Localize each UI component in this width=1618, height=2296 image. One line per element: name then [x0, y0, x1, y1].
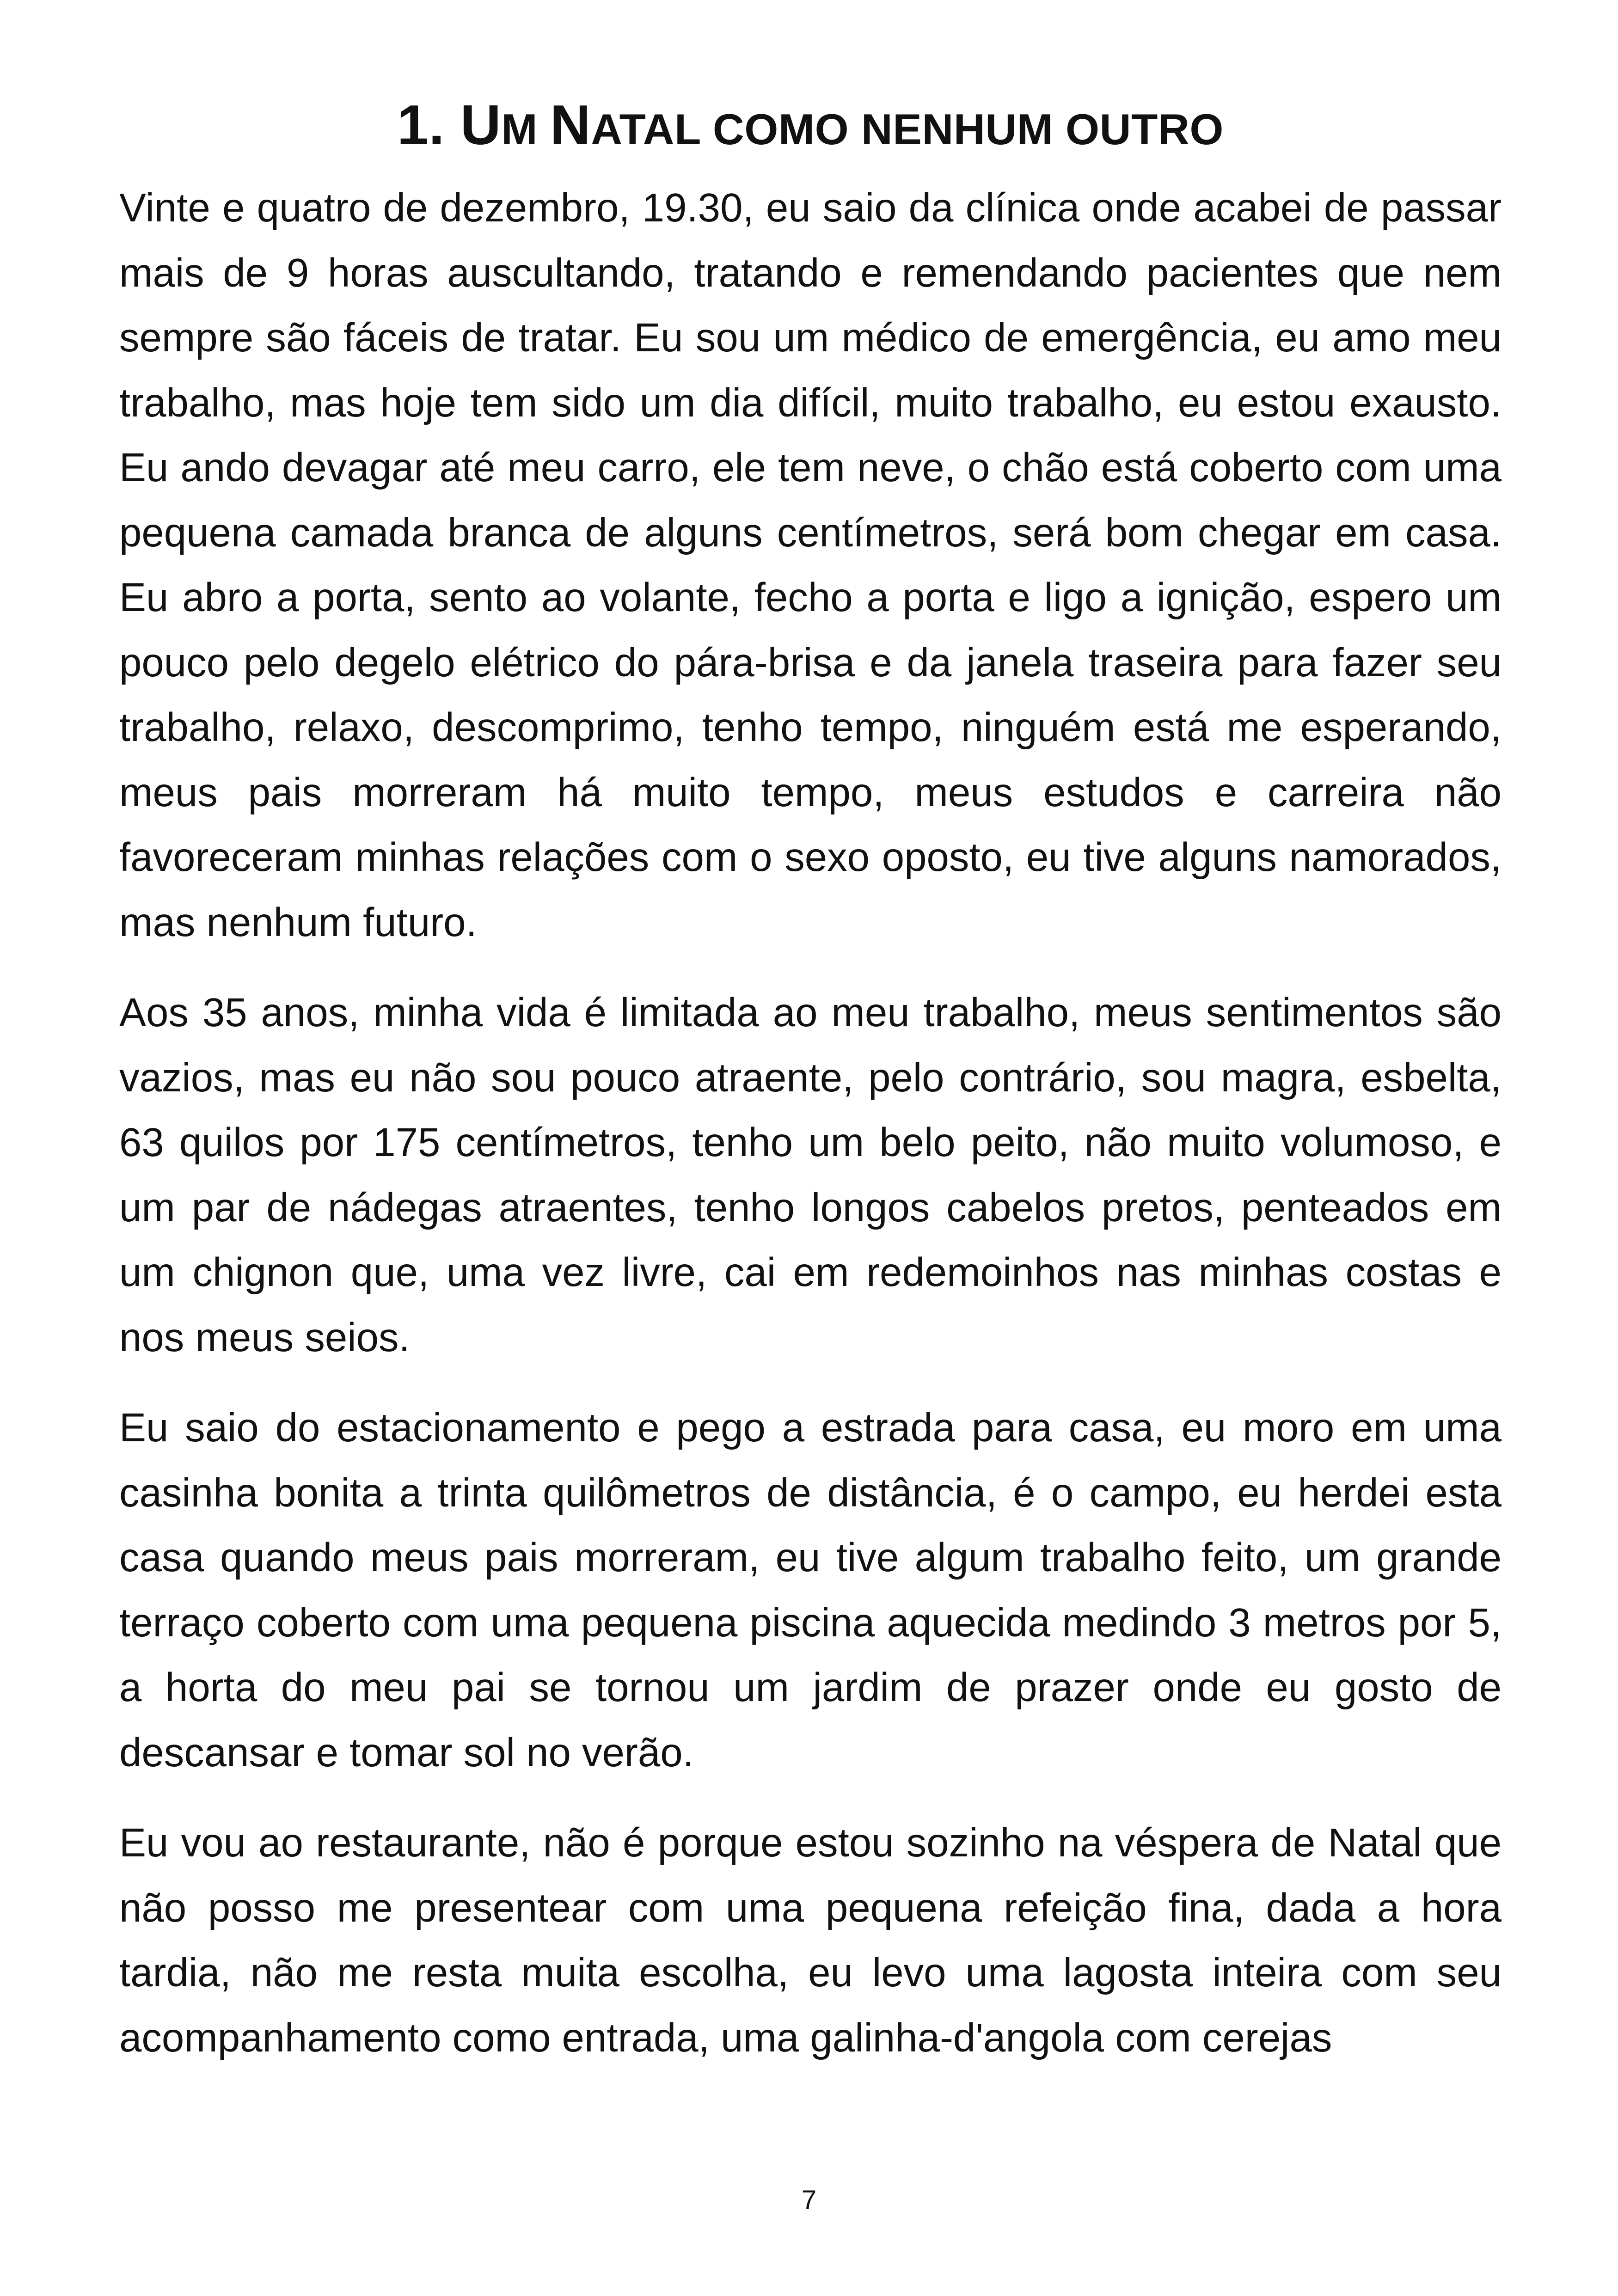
body-paragraph: Eu vou ao restaurante, não é porque estou sozinho na véspera de Natal que não posso me presentear com uma pequena refeição fina, dada a hora tardia, não me resta muita escolha, eu levo uma lagosta inteira com seu acompanhamento como entrada, uma galinha-d'angola com cerejas	[119, 1820, 1502, 2060]
chapter-title-part: M	[501, 105, 550, 153]
body-paragraph: Eu saio do estacionamento e pego a estrada para casa, eu moro em uma casinha bonita a trinta quilômetros de distância, é o campo, eu herdei esta casa quando meus pais morreram, eu tive algum trabalho feito, um grande terraço coberto com uma pequena piscina aquecida medindo 3 metros por 5, a horta do meu pai se tornou um jardim de prazer onde eu gosto de descansar e tomar sol no verão.	[119, 1405, 1502, 1775]
body-paragraph: Aos 35 anos, minha vida é limitada ao meu trabalho, meus sentimentos são vazios, mas eu não sou pouco atraente, pelo contrário, sou magra, esbelta, 63 quilos por 175 centímetros, tenho um belo peito, não muito volumoso, e um par de nádegas atraentes, tenho longos cabelos pretos, penteados em um chignon que, uma vez livre, cai em redemoinhos nas minhas costas e nos meus seios.	[119, 990, 1502, 1360]
chapter-title-part: U	[460, 93, 502, 156]
chapter-title-text	[460, 94, 1224, 156]
chapter-number: 1.	[397, 93, 445, 156]
chapter-title	[119, 88, 1502, 166]
document-page	[119, 88, 1502, 2096]
body-paragraph: Vinte e quatro de dezembro, 19.30, eu saio da clínica onde acabei de passar mais de 9 horas auscultando, tratando e remendando pacientes que nem sempre são fáceis de tratar. Eu sou um médico de emergência, eu amo meu trabalho, mas hoje tem sido um dia difícil, muito trabalho, eu estou exausto. Eu ando devagar até meu carro, ele tem neve, o chão está coberto com uma pequena camada branca de alguns centímetros, será bom chegar em casa. Eu abro a porta, sento ao volante, fecho a porta e ligo a ignição, espero um pouco pelo degelo elétrico do pára-brisa e da janela traseira para fazer seu trabalho, relaxo, descomprimo, tenho tempo, ninguém está me esperando, meus pais morreram há muito tempo, meus estudos e carreira não favoreceram minhas relações com o sexo oposto, eu tive alguns namorados, mas nenhum futuro.	[119, 185, 1502, 945]
chapter-title-part: N	[550, 93, 591, 156]
chapter-title-part: ATAL COMO NENHUM OUTRO	[591, 105, 1224, 153]
page-number: 7	[801, 2185, 817, 2215]
